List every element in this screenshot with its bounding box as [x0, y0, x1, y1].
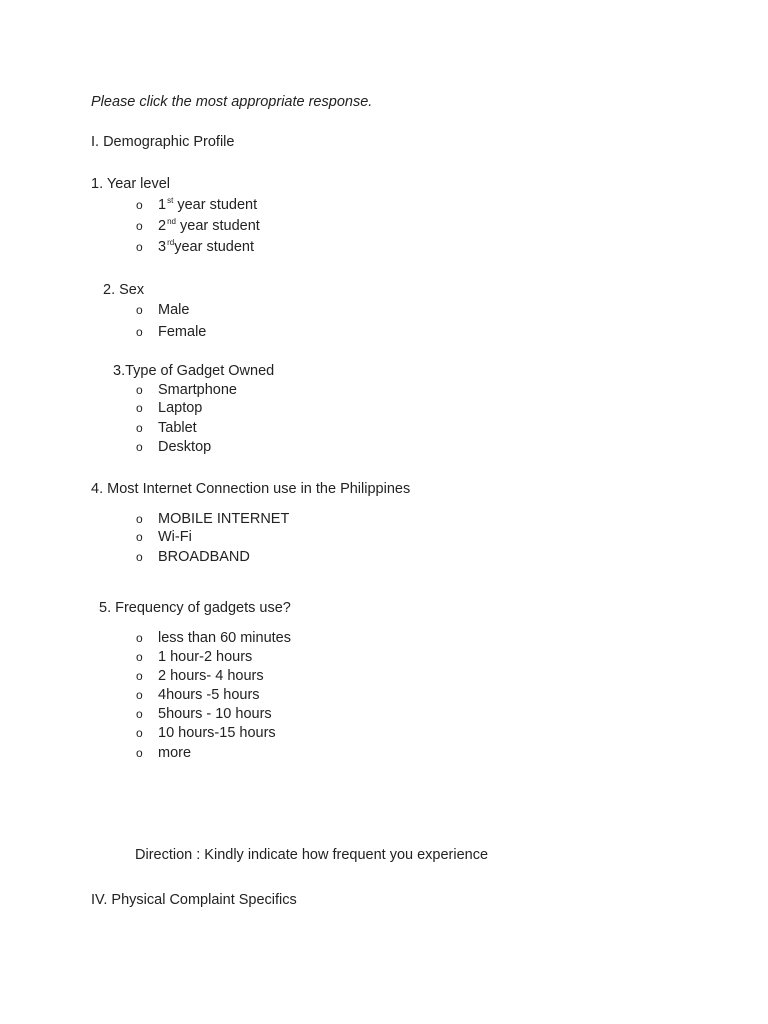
radio-bullet-icon[interactable]: o: [136, 219, 143, 233]
radio-bullet-icon[interactable]: o: [136, 240, 143, 254]
radio-bullet-icon[interactable]: o: [136, 669, 143, 683]
radio-option-year-1[interactable]: [136, 196, 257, 214]
question-internet-connection: 4. Most Internet Connection use in the Philippines: [91, 481, 411, 497]
option-label: less than 60 minutes: [158, 630, 291, 646]
section-title-physical-complaint: IV. Physical Complaint Specifics: [91, 892, 297, 908]
option-label: Male: [158, 302, 190, 318]
option-label: 3rdyear student: [158, 238, 255, 255]
radio-bullet-icon[interactable]: o: [136, 383, 143, 397]
radio-option-year-2[interactable]: [136, 217, 260, 235]
radio-option-freq-7[interactable]: [136, 744, 191, 762]
option-label: Desktop: [158, 439, 212, 455]
radio-bullet-icon[interactable]: o: [136, 550, 143, 564]
option-label: 1 hour-2 hours: [158, 649, 253, 665]
question-gadget-owned: 3.Type of Gadget Owned: [113, 363, 275, 379]
radio-bullet-icon[interactable]: o: [136, 650, 143, 664]
option-label: 5hours - 10 hours: [158, 706, 272, 722]
question-sex: 2. Sex: [103, 282, 145, 298]
radio-option-freq-4[interactable]: [136, 686, 260, 704]
option-label: 10 hours-15 hours: [158, 725, 276, 741]
section-title-demographic: I. Demographic Profile: [91, 134, 235, 150]
instruction-text: Please click the most appropriate response.: [91, 94, 373, 110]
radio-option-smartphone[interactable]: [136, 381, 237, 399]
option-label: Tablet: [158, 420, 197, 436]
radio-option-desktop[interactable]: [136, 438, 211, 456]
option-label: 1st year student: [158, 196, 258, 213]
option-label: BROADBAND: [158, 549, 250, 565]
radio-option-freq-5[interactable]: [136, 705, 272, 723]
radio-option-broadband[interactable]: [136, 548, 250, 566]
option-label: Smartphone: [158, 382, 237, 398]
option-label: Wi-Fi: [158, 529, 192, 545]
option-label: 2nd year student: [158, 217, 260, 234]
radio-bullet-icon[interactable]: o: [136, 726, 143, 740]
option-label: Female: [158, 324, 207, 340]
radio-option-freq-6[interactable]: [136, 724, 276, 742]
option-label: more: [158, 745, 192, 761]
radio-bullet-icon[interactable]: o: [136, 421, 143, 435]
radio-bullet-icon[interactable]: o: [136, 631, 143, 645]
radio-option-freq-2[interactable]: [136, 648, 252, 666]
option-label: 4hours -5 hours: [158, 687, 260, 703]
radio-bullet-icon[interactable]: o: [136, 401, 143, 415]
radio-bullet-icon[interactable]: o: [136, 440, 143, 454]
radio-bullet-icon[interactable]: o: [136, 707, 143, 721]
radio-option-laptop[interactable]: [136, 399, 202, 417]
option-label: MOBILE INTERNET: [158, 511, 290, 527]
direction-text: Direction : Kindly indicate how frequent you experience: [135, 847, 489, 863]
radio-bullet-icon[interactable]: o: [136, 530, 143, 544]
radio-bullet-icon[interactable]: o: [136, 325, 143, 339]
radio-option-tablet[interactable]: [136, 419, 197, 437]
radio-bullet-icon[interactable]: o: [136, 746, 143, 760]
radio-option-male[interactable]: [136, 301, 189, 319]
radio-bullet-icon[interactable]: o: [136, 512, 143, 526]
radio-option-year-3[interactable]: [136, 238, 254, 256]
radio-bullet-icon[interactable]: o: [136, 198, 143, 212]
radio-option-freq-3[interactable]: [136, 667, 264, 685]
radio-option-mobile-internet[interactable]: [136, 510, 289, 528]
radio-bullet-icon[interactable]: o: [136, 688, 143, 702]
radio-option-wifi[interactable]: [136, 528, 192, 546]
radio-option-freq-1[interactable]: [136, 629, 291, 647]
question-year-level: 1. Year level: [91, 176, 171, 192]
option-label: 2 hours- 4 hours: [158, 668, 264, 684]
radio-bullet-icon[interactable]: o: [136, 303, 143, 317]
option-label: Laptop: [158, 400, 203, 416]
radio-option-female[interactable]: [136, 323, 206, 341]
question-gadget-frequency: 5. Frequency of gadgets use?: [99, 600, 291, 616]
